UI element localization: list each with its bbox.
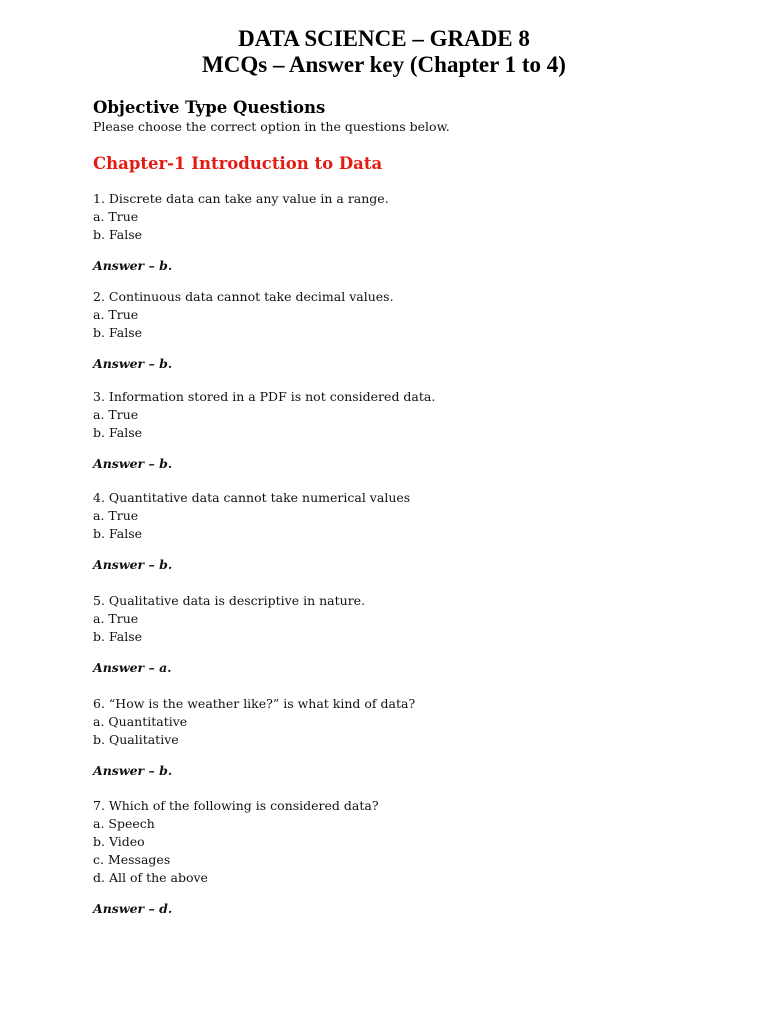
document-title-line-2: MCQs – Answer key (Chapter 1 to 4) (202, 52, 566, 77)
answer-text: Answer – b. (93, 763, 173, 778)
question-block (93, 489, 713, 574)
option-a: a. True (93, 307, 139, 322)
instructions-text: Please choose the correct option in the questions below. (93, 119, 450, 134)
question-text: 2. Continuous data cannot take decimal values. (93, 289, 394, 304)
option-b: b. False (93, 325, 143, 340)
option-b: b. False (93, 227, 143, 242)
question-block (93, 288, 713, 373)
option-b: b. False (93, 425, 143, 440)
option-b: b. Video (93, 834, 145, 849)
question-text: 7. Which of the following is considered data? (93, 798, 379, 813)
section-heading: Objective Type Questions (93, 98, 326, 117)
question-text: 3. Information stored in a PDF is not considered data. (93, 389, 436, 404)
answer-text: Answer – b. (93, 258, 173, 273)
option-b: b. Qualitative (93, 732, 179, 747)
answer-text: Answer – b. (93, 356, 173, 371)
option-a: a. True (93, 209, 139, 224)
question-block (93, 695, 713, 780)
option-d: d. All of the above (93, 870, 208, 885)
option-a: a. True (93, 407, 139, 422)
question-text: 4. Quantitative data cannot take numerical values (93, 490, 411, 505)
question-text: 1. Discrete data can take any value in a range. (93, 191, 389, 206)
option-a: a. Speech (93, 816, 155, 831)
option-b: b. False (93, 526, 143, 541)
option-a: a. True (93, 508, 139, 523)
question-block (93, 190, 713, 275)
answer-text: Answer – b. (93, 557, 173, 572)
question-text: 5. Qualitative data is descriptive in nature. (93, 593, 366, 608)
answer-text: Answer – d. (93, 901, 173, 916)
question-block (93, 797, 713, 918)
question-block (93, 592, 713, 677)
document-title-line-1: DATA SCIENCE – GRADE 8 (238, 26, 530, 51)
option-c: c. Messages (93, 852, 171, 867)
answer-text: Answer – a. (93, 660, 172, 675)
chapter-heading: Chapter-1 Introduction to Data (93, 154, 383, 173)
question-text: 6. “How is the weather like?” is what kind of data? (93, 696, 416, 711)
answer-text: Answer – b. (93, 456, 173, 471)
option-a: a. Quantitative (93, 714, 188, 729)
option-b: b. False (93, 629, 143, 644)
option-a: a. True (93, 611, 139, 626)
question-block (93, 388, 713, 473)
